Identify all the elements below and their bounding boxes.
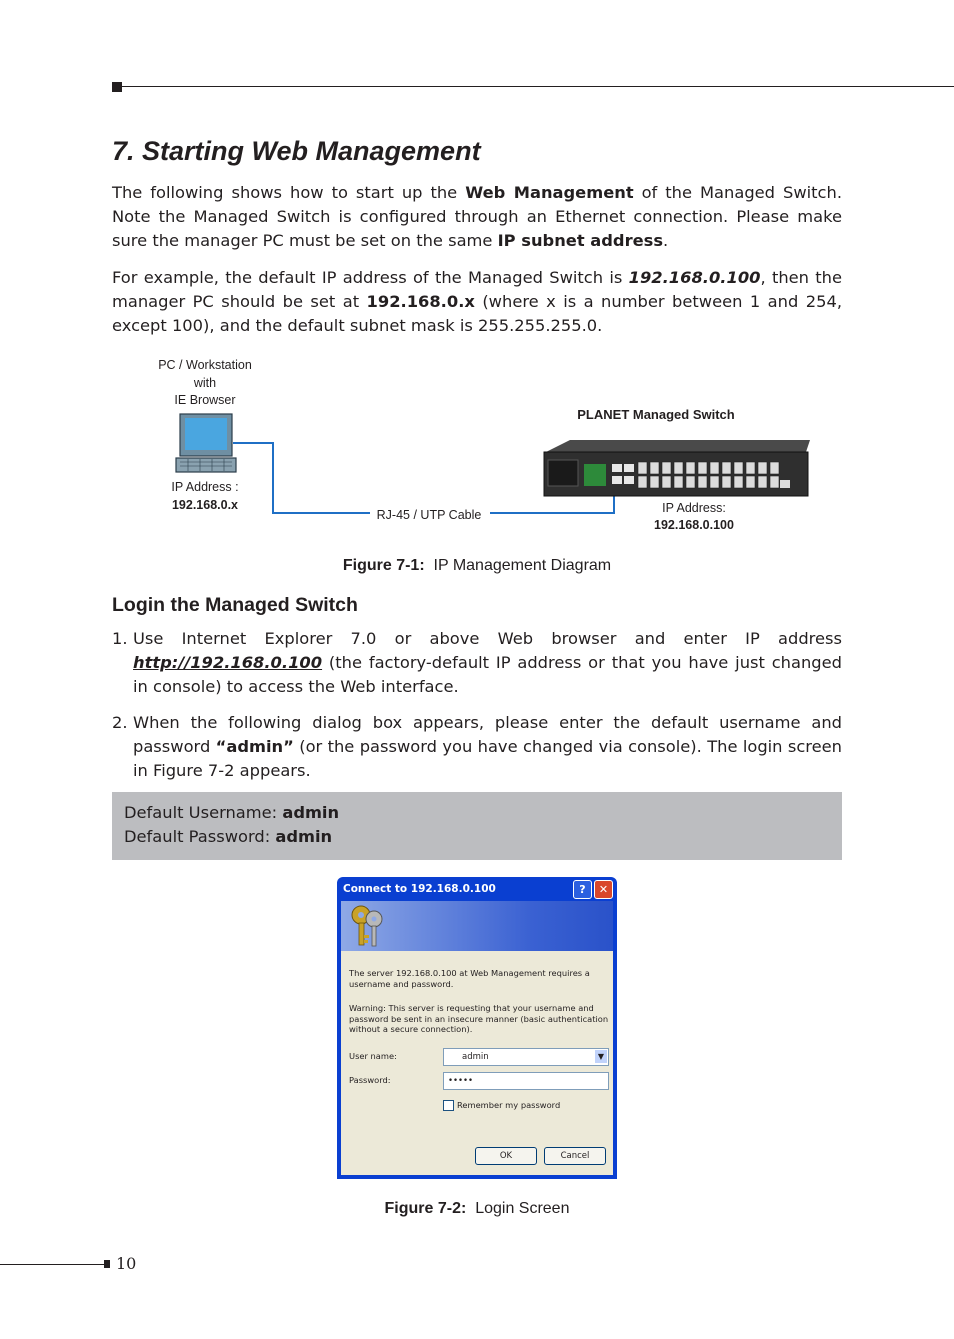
login-heading: Login the Managed Switch [112,594,358,616]
cable-label: RJ-45 / UTP Cable [376,508,482,522]
default-username: Default Username: admin [124,803,340,822]
password-field[interactable]: ••••• [443,1072,609,1090]
switch-icon [540,438,812,500]
ok-button[interactable]: OK [475,1147,537,1165]
username-label: User name: [349,1051,397,1061]
figure-2-caption: Figure 7-2: Login Screen [384,1200,570,1217]
switch-label: PLANET Managed Switch [577,407,735,422]
password-label: Password: [349,1075,391,1085]
section-title: 7. Starting Web Management [112,136,481,166]
dialog-message: The server 192.168.0.100 at Web Management requires a username and password. [349,968,590,989]
chevron-down-icon[interactable]: ▼ [595,1050,607,1063]
intro-paragraph-2: For example, the default IP address of the Managed Switch is 192.168.0.100, then the manager PC should be set at 192.168.0.x (where x is a number between 1 and 254, except 100), and the default subnet mask is 255.255.255.0. [112,268,842,335]
footer-marker [104,1260,110,1268]
pc-ip-value: 192.168.0.x [171,498,239,512]
figure-1-caption: Figure 7-1: IP Management Diagram [342,557,612,574]
close-button[interactable]: ✕ [594,880,613,899]
step-1: 1. Use Internet Explorer 7.0 or above Web browser and enter IP address http://192.168.0.100 (the factory-default IP address or that you have just changed in console) to access the Web interface. [112,629,842,696]
dialog-warning: Warning: This server is requesting that your username and password be sent in an insecure manner (basic authentication without a secure connection). [349,1003,609,1034]
cancel-button[interactable]: Cancel [544,1147,606,1165]
footer-rule [0,1264,106,1265]
pc-label: PC / Workstation with IE Browser [158,358,252,407]
keys-icon [347,903,387,949]
switch-ip-value: 192.168.0.100 [654,518,734,532]
dialog-title: Connect to 192.168.0.100 [343,883,496,895]
intro-paragraph-1: The following shows how to start up the Web Management of the Managed Switch. Note the Managed Switch is configured through an Ethernet connection. Please make sure the manager PC must be set on the same IP subnet address. [112,183,842,250]
login-dialog [337,877,617,1179]
default-password: Default Password: admin [124,827,333,846]
dialog-banner [341,901,613,951]
switch-ip-label: IP Address: [662,501,726,515]
default-credentials-box [112,792,842,860]
dialog-body [341,901,613,1175]
step-2: 2. When the following dialog box appears, please enter the default username and password “admin” (or the password you have changed via console). The login screen in Figure 7-2 appears. [112,713,842,780]
page-number: 10 [116,1254,137,1273]
remember-label: Remember my password [457,1100,561,1110]
help-button[interactable]: ? [573,880,592,899]
remember-checkbox[interactable] [443,1100,454,1111]
username-field[interactable]: admin ▼ [443,1048,609,1066]
default-ip-link[interactable]: http://192.168.0.100 [133,653,323,672]
pc-ip-label: IP Address : [171,480,239,494]
